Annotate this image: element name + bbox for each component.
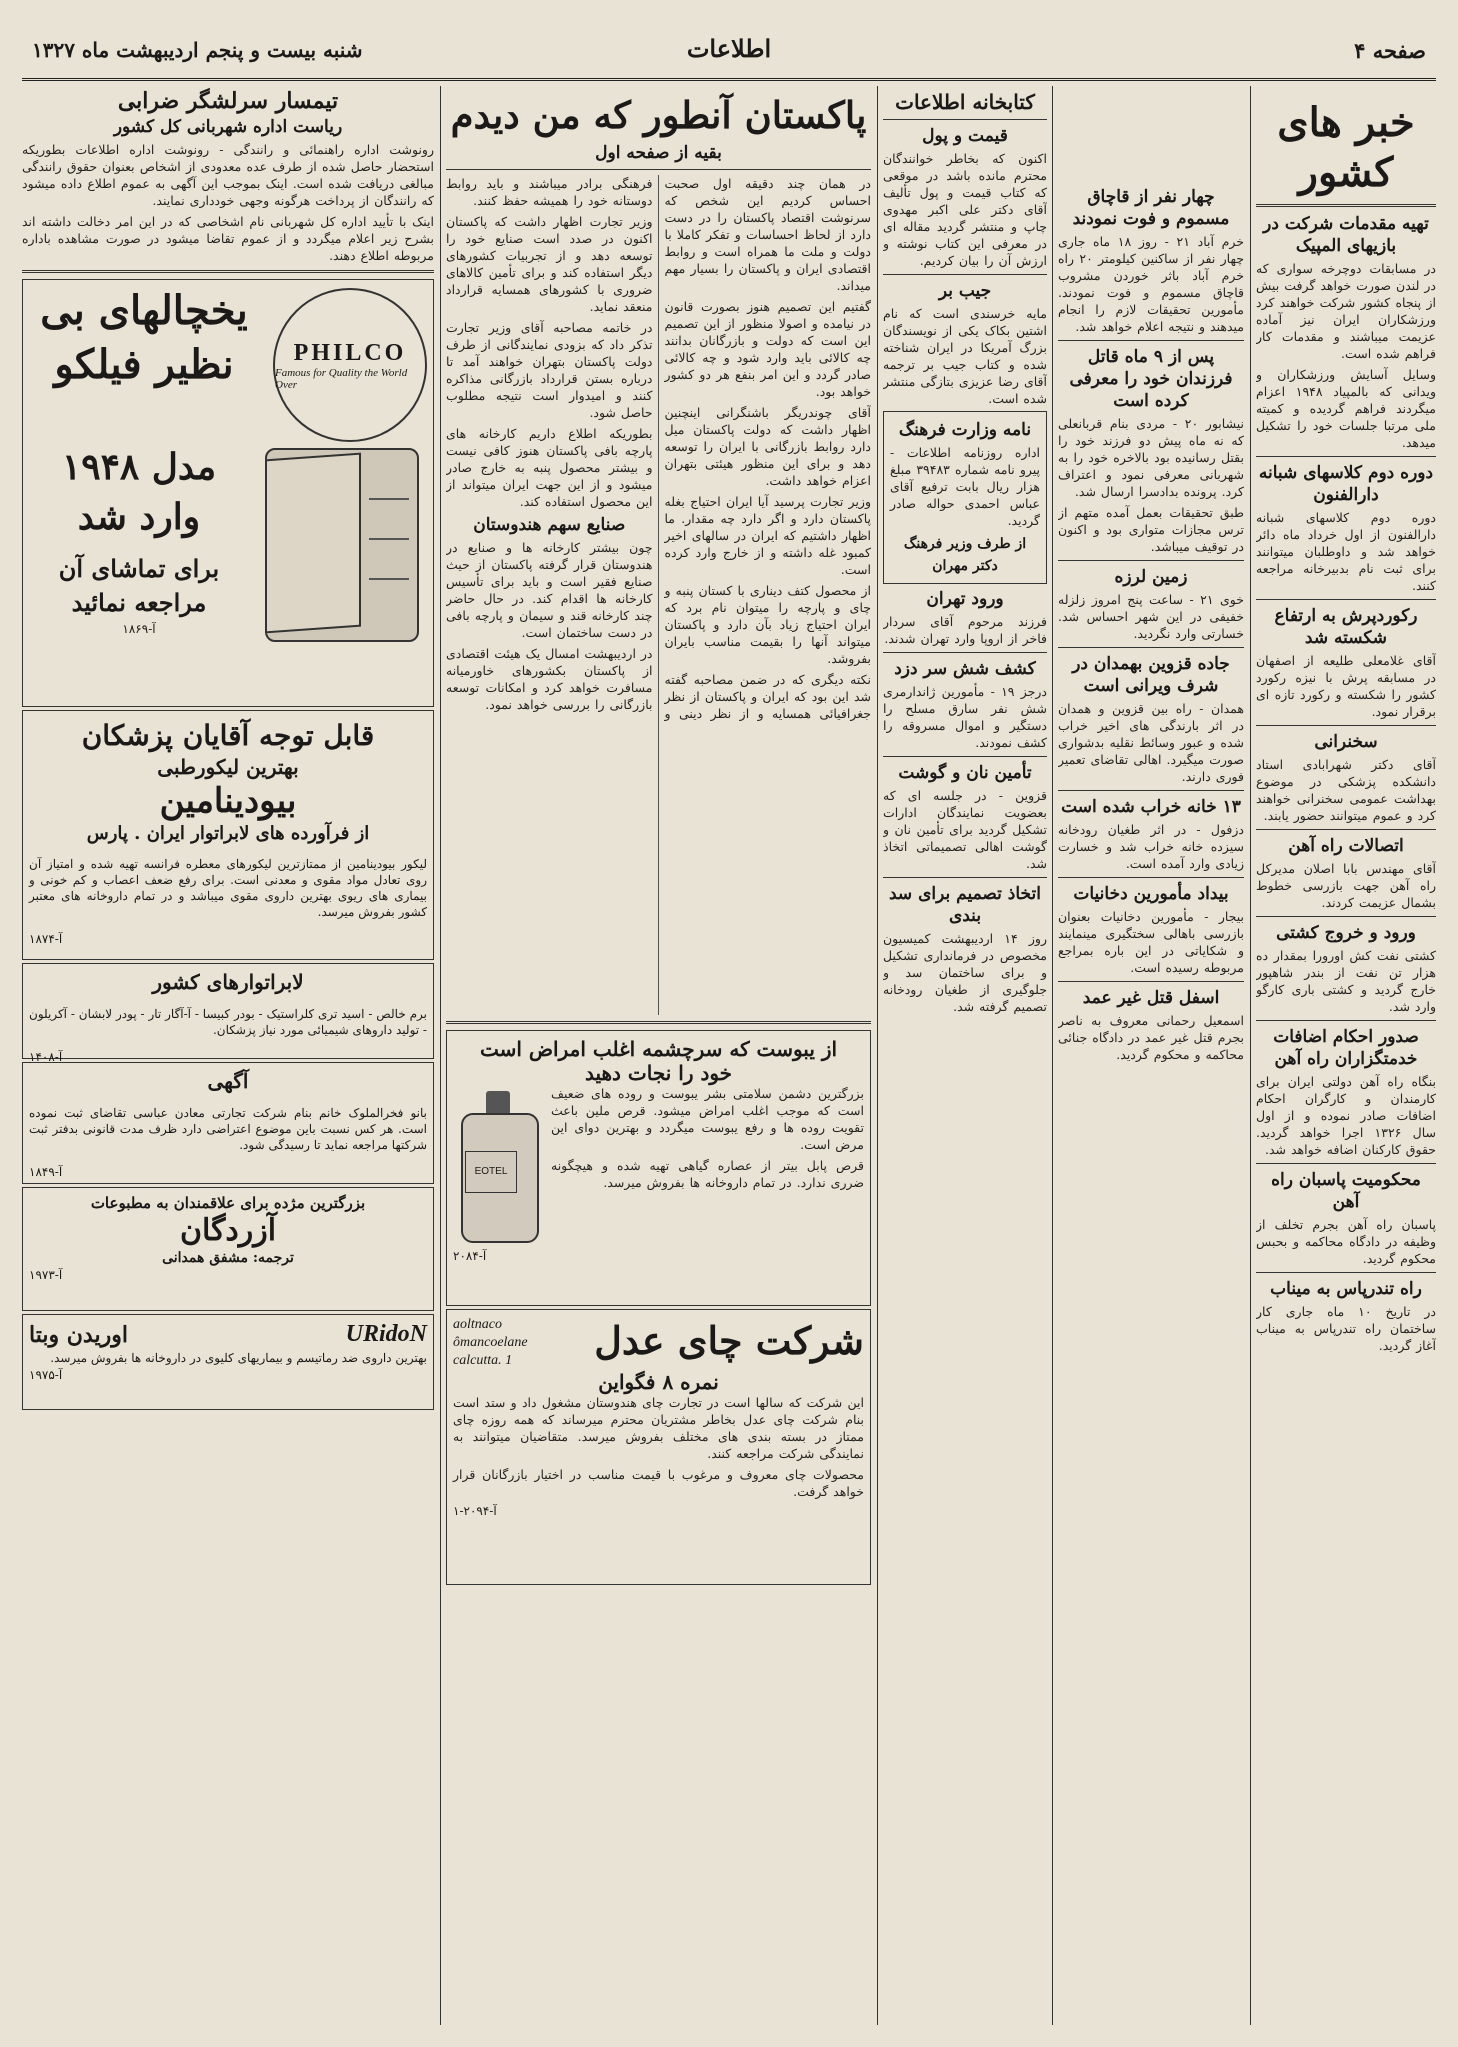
masthead: [22, 22, 1436, 81]
ad-code: آ-۱۹۷۵: [29, 1368, 63, 1382]
ad-headline: آگهی: [207, 1069, 249, 1093]
philco-model: مدل ۱۹۴۸ وارد شد: [61, 446, 217, 538]
labs-ad: لابراتوارهای کشور برم خالص - اسید تری کلراستیک - بودر کبیسا - آ-آگار تار - پودر لابشان - آکریلون - تولید داروهای شیمیائی مورد نیاز پزشکان. آ-۱۴۰۸: [22, 963, 434, 1059]
headline: اتخاذ تصمیم برای سد بندی: [889, 884, 1041, 926]
book-author: ترجمه: مشفق همدانی: [162, 1250, 294, 1266]
headline: دوره دوم کلاسهای شبانه دارالفنون: [1258, 463, 1434, 505]
philco-cta: برای تماشای آن مراجعه نمائید: [58, 554, 220, 617]
headline: پس از ۹ ماه قاتل فرزندان خود را معرفی کرده است: [1069, 347, 1233, 411]
column-rule: [1052, 86, 1053, 2025]
ad-headline: بزرگترین مژده برای علاقمندان به مطبوعات: [90, 1194, 366, 1212]
headline: چهار نفر از قاچاق مسموم و فوت نمودند: [1072, 187, 1230, 229]
tea-company-name: شرکت چای عدل: [594, 1318, 864, 1363]
ad-code: آ-۱۹۷۳: [29, 1268, 63, 1282]
ad-title: از یبوست که سرچشمه اغلب امراض است: [479, 1037, 838, 1061]
article-subtitle: بقیه از صفحه اول: [595, 143, 722, 163]
book-title: آزردگان: [179, 1213, 277, 1248]
section-title: کتابخانه اطلاعات: [895, 90, 1035, 114]
uridon-name: اوریدن وبتا: [29, 1321, 128, 1348]
box-title: نامه وزارت فرهنگ: [898, 420, 1032, 440]
newspaper-name: اطلاعات: [686, 34, 772, 63]
refrigerator-illustration: [257, 448, 427, 648]
philco-title: یخچالهای بی نظیر فیلکو: [40, 287, 248, 388]
news-column-2: چهار نفر از قاچاق مسموم و فوت نمودند خرم آباد ۲۱ - روز ۱۸ ماه جاری چهار نفر از ساکنین کیلومتر ۲۰ راه خرم آباد باثر خوردن مشروب قاچاق مسموم و فوت نمودند. مأمورین تحقیقات لازم را انجام میدهند و نتیجه اعلام خواهد شد. پس از ۹ ماه قاتل فرزندان خود را معرفی کرده است نیشابور ۲۰ - مردی بنام قربانعلی که نه ماه پیش دو فرزند خود را بقتل رسانیده بود بالاخره خود را به شهربانی معرفی نمود و اعتراف کرد. پرونده بدادسرا ارسال شد. طبق تحقیقات بعمل آمده متهم از ترس مجازات متواری بود و اکنون در توقیف میباشد. زمین لرزه خوی ۲۱ - ساعت پنج امروز زلزله خفیفی در این شهر احساس شد. خسارتی وارد نگردید. جاده قزوین بهمدان در شرف ویرانی است همدان - راه بین قزوین و همدان در اثر بارندگی های اخیر خراب شده و عبور وسائط نقلیه بدشواری صورت میگیرد. اهالی تقاضای تعمیر فوری دارند. ۱۳ خانه خراب شده است دزفول - در اثر طغیان رودخانه سیزده خانه خراب شد و خسارت زیادی وارد آمده است. بیداد مأمورین دخانیات بیجار - مأمورین دخانیات بعنوان بازرسی باهالی سختگیری مینمایند و شکایاتی در این باره بمراجع مربوطه رسیده است. اسفل قتل غیر عمد اسمعیل رحمانی معروف به ناصر بجرم قتل غیر عمد در دادگاه جنائی محاکمه و محکوم گردید.: [1058, 187, 1244, 1062]
ad-code: آ-۱۸۴۹: [29, 1165, 63, 1179]
library-column: کتابخانه اطلاعات قیمت و پول اکنون که بخاطر خوانندگان محترم مانده باشد در موقعی که کتاب قیمت و پول تألیف آقای دکتر علی اکبر مهدوی چاپ و منتشر گردید مقاله ای در معرفی این کتاب نوشته و ارزش آن را بیان کردیم. جیب بر مایه خرسندی است که نام اشتین بکاک یکی از نویسندگان بزرگ آمریکا در ایران شناخته شده و کتاب جیب بر ترجمه آقای رضا عزیزی بتازگی منتشر شده است. نامه وزارت فرهنگ اداره روزنامه اطلاعات - پیرو نامه شماره ۳۹۴۸۳ مبلغ هزار ریال بابت ترفیع آقای عباس احمدی حواله صادر گردید. از طرف وزیر فرهنگ دکتر مهران ورود تهران فرزند مرحوم آقای سردار فاخر از اروپا وارد تهران شدند. کشف شش سر دزد درجز ۱۹ - مأمورین ژاندارمری شش نفر سارق مسلح را دستگیر و اموال مسروقه را کشف نمودند. تأمین نان و گوشت قزوین - در جلسه ای که بعضویت نمایندگان ادارات تشکیل گردید برای تأمین نان و گوشت اهالی تصمیماتی اتخاذ شد. اتخاذ تصمیم برای سد بندی روز ۱۴ اردیبهشت کمیسیون مخصوص در فرمانداری تشکیل و برای ساختمان سد و جلوگیری از طغیان رودخانه تصمیم گرفته شد.: [883, 90, 1047, 1014]
headline: زمین لرزه: [1114, 567, 1188, 587]
lab-name: از فرآورده های لابراتوار ایران . پارس: [86, 823, 370, 844]
section-title: خبر های کشور: [1277, 99, 1415, 196]
article-title: پاکستان آنطور که من دیدم: [450, 93, 867, 137]
philco-logo: PHILCO Famous for Quality the World Over: [273, 288, 427, 442]
headline: جاده قزوین بهمدان در شرف ویرانی است: [1072, 654, 1230, 696]
bottle-label: EOTEL: [465, 1151, 517, 1193]
headline: کشف شش سر دزد: [894, 659, 1036, 679]
medicine-ad: از یبوست که سرچشمه اغلب امراض است خود را نجات دهید بزرگترین دشمن سلامتی بشر یبوست و روده های ضعیف است که موجب اغلب امراض میشود. قرص ملین باعث تقویت روده ها و رفع یبوست میگردد و بهترین دوای این مرض است. قرص پابل بیتر از عصاره گیاهی تهیه شده و هیچگونه ضرری ندارد. در تمام داروخانه ها بفروش میرسد. EOTEL آ-۲۰۸۴: [446, 1030, 871, 1306]
medicine-bottle: [453, 1091, 543, 1241]
product-name: بیودینامین: [159, 781, 297, 821]
headline: قیمت و پول: [922, 126, 1008, 146]
headline: اسفل قتل غیر عمد: [1082, 988, 1220, 1008]
headline: محکومیت پاسبان راه آهن: [1271, 1170, 1421, 1212]
tea-ad: شرکت چای عدل aoltnaco ômancoelane calcutta. 1 نمره ۸ فگواین این شرکت که سالها است در تجارت چای هندوستان مشغول داد و ستد است بنام شرکت چای عدل بخاطر مشتریان محترم میرساند که همه روزه چای ممتاز در بسته بندی های مختلف بفروش میرسد. متقاضیان میتوانند به نمایندگی شرکت مراجعه کنند. محصولات چای معروف و مرغوب با قیمت مناسب در اختیار بازرگانان قرار خواهد گرفت. آ-۲۰۹۴-۱: [446, 1309, 871, 1585]
ad-headline: قابل توجه آقایان پزشکان: [81, 719, 375, 752]
headline: تهیه مقدمات شرکت در بازیهای المپیک: [1263, 214, 1429, 256]
notice-box: نامه وزارت فرهنگ اداره روزنامه اطلاعات - پیرو نامه شماره ۳۹۴۸۳ مبلغ هزار ریال بابت ترفیع آقای عباس احمدی حواله صادر گردید. از طرف وزیر فرهنگ دکتر مهران: [883, 411, 1047, 584]
ad-subtitle: خود را نجات دهید: [584, 1061, 733, 1085]
headline: رکوردپرش به ارتفاع شکسته شد: [1274, 606, 1418, 648]
ad-subline: بهترین لیکورطبی: [157, 755, 299, 779]
ad-code: آ-۲۰۸۴: [453, 1249, 487, 1263]
ads-column: تیمسار سرلشگر ضرابی ریاست اداره شهربانی کل کشور رونوشت اداره راهنمائی و رانندگی - رونوشت اداره اطلاعات بطوریکه استحضار حاصل شده از طرف عده معدودی از اشخاص بعنوان حقوق رانندگی مبالغی دریافت شده است. اینک بموجب این آگهی به عموم اطلاع داده میشود که رانندگان از پرداخت هرگونه وجهی خودداری نمایند. اینک با تأیید اداره کل شهربانی نام اشخاصی که در این امر دخالت داشته اند بشرح زیر اعلام میگردد و از عموم تقاضا میشود در صورت مشاهده باداره مربوطه اطلاع دهند. PHILCO Famous for Quality the World Over یخچالهای بی نظیر فیلکو مدل ۱۹۴۸ وارد شد برای تماشای آن مراجعه نمائید آ-۱۸۶۹ قابل توجه آقایان پزشکان بهترین لیکورطبی بیودینامین از فرآورده های لابراتوار ایران . پارس لیکور بیودینامین از ممتازترین لیکورهای معطره فرانسه تهیه شده و امتیاز آن روی تعادل مواد مقوی و معدنی است. برای رفع ضعف اعصاب و کم خونی و بیماری های ریوی بهترین داروی مقوی میباشد و در تمام داروخانه های معتبر کشور بفروش میرسد. آ-۱۸۷۴ لابراتوارهای کشور برم خالص - اسید تری کلراستیک - بودر کبیسا - آ-آگار تار - پودر لابشان - آکریلون - تولید داروهای شیمیائی مورد نیاز پزشکان. آ-۱۴۰۸ آگهی بانو فخرالملوک خانم بنام شرکت تجارتی معادن عباسی تقاضای ثبت نموده است. هر کس نسبت باین موضوع اعتراضی دارد ظرف مدت قانونی بدفتر ثبت شرکتها مراجعه نماید تا رسیدگی شود. آ-۱۸۴۹ بزرگترین مژده برای علاقمندان به مطبوعات آزردگان ترجمه: مشفق همدانی آ-۱۹۷۳ URidoN اوریدن وبتا بهترین داروی ضد رماتیسم و بیماریهای کلیوی در داروخانه ها بفروش میرسد. آ-۱۹۷۵: [22, 86, 434, 2025]
headline: ورود و خروج کشتی: [1276, 923, 1416, 943]
headline: ورود تهران: [926, 589, 1004, 609]
page-number: صفحه ۴: [1354, 38, 1426, 63]
ad-code: آ-۱۴۰۸: [29, 1050, 63, 1064]
column-rule: [440, 86, 441, 2025]
tea-number: نمره ۸ فگواین: [598, 1370, 719, 1394]
column-rule: [1250, 86, 1251, 2025]
book-ad: [22, 1187, 434, 1311]
ad-code: آ-۲۰۹۴-۱: [453, 1504, 497, 1518]
headline: اتصالات راه آهن: [1288, 836, 1404, 856]
announcement-title: تیمسار سرلشگر ضرابی: [117, 88, 339, 114]
notice-ad: آگهی بانو فخرالملوک خانم بنام شرکت تجارتی معادن عباسی تقاضای ثبت نموده است. هر کس نسبت باین موضوع اعتراضی دارد ظرف مدت قانونی بدفتر ثبت شرکتها مراجعه نماید تا رسیدگی شود. آ-۱۸۴۹: [22, 1062, 434, 1184]
philco-ad: [22, 279, 434, 707]
headline: بیداد مأمورین دخانیات: [1073, 884, 1229, 904]
issue-date: شنبه بیست و پنجم اردیبهشت ماه ۱۳۲۷: [32, 38, 363, 62]
ad-code: آ-۱۸۷۴: [29, 932, 63, 946]
uridon-logo: URidoN: [345, 1321, 427, 1347]
section-heading: صنایع سهم هندوستان: [473, 515, 626, 535]
column-rule: [877, 86, 878, 2025]
pakistan-article: پاکستان آنطور که من دیدم بقیه از صفحه اول در همان چند دقیقه اول صحبت احساس کردیم این شخص که سرنوشت اقتصاد پاکستان را در دست دارد از لحاظ احساسات و تفکر کاملا با دولت و ملت ما همراه است و روابط اقتصادی ایران و پاکستان را بسیار مهم میداند. گفتیم این تصمیم هنوز بصورت قانون در نیامده و اصولا منظور از این تصمیم این است که دولت و بازرگانان بدانند چه کالائی باید وارد شود و چه کالائی صادر گردد و این امر بنفع هر دو کشور خواهد بود. آقای چوندریگر باشنگرانی اینچنین اظهار داشت که دولت پاکستان میل دارد روابط بازرگانی با ایران را توسعه دهد و برای این منظور هیئتی بتهران اعزام خواهد داشت. وزیر تجارت پرسید آیا ایران احتیاج بغله پاکستان دارد و اگر دارد چه مقدار. ما اظهار داشتیم که ایران در سالهای اخیر کمبود غله داشته و از خارج وارد کرده است. از محصول کتف دیناری با کستان پنبه و چای و پارچه را میتوان نام برد که ایران احتیاج زیاد بآن دارد و پاکستان میتواند آنها را بقیمت مناسب بایران بفروشد. نکته دیگری که در ضمن مصاحبه گفته شد این بود که ایران و پاکستان از نظر جغرافیائی همسایه و از نظر دینی و فرهنگی برادر میباشند و باید روابط دوستانه خود را همیشه حفظ کنند. وزیر تجارت اظهار داشت که پاکستان اکنون در صدد است صنایع خود را توسعه دهد و از تجربیات کشورهای دیگر استفاده کند و برای تأمین کالاهای ضروری با کشورهای همسایه قرارداد منعقد نماید. در خاتمه مصاحبه آقای وزیر تجارت تذکر داد که بزودی نمایندگانی از طرف دولت پاکستان بتهران خواهند آمد تا درباره بستن قرارداد بازرگانی مذاکره کنند و امیدوار است نتیجه مطلوب حاصل شود. بطوریکه اطلاع داریم کارخانه های پارچه بافی پاکستان هنوز کافی نیست و بیشتر محصول پنبه به خارج صادر میشود و از این جهت ایران میتواند از این محصول استفاده کند. صنایع سهم هندوستان چون بیشتر کارخانه ها و صنایع در هندوستان قرار گرفته پاکستان از حیث صنایع فقیر است و باید برای تأسیس کارخانه ها اقدام کند. در حال حاضر چند کارخانه قند و سیمان و پارچه بافی در دست ساختمان است. در اردیبهشت امسال یک هیئت اقتصادی از پاکستان بکشورهای خاورمیانه مسافرت خواهد کرد و امکانات توسعه بازرگانی را بررسی خواهد نمود. از یبوست که سرچشمه اغلب امراض است خود را نجات دهید بزرگترین دشمن سلامتی بشر یبوست و روده های ضعیف است که موجب اغلب امراض میشود. قرص ملین باعث تقویت روده ها و رفع یبوست میگردد و بهترین دوای این مرض است. قرص پابل بیتر از عصاره گیاهی تهیه شده و هیچگونه ضرری ندارد. در تمام داروخانه ها بفروش میرسد. EOTEL آ-۲۰۸۴ شرکت چای عدل aoltnaco ômancoelane calcutta. 1 نمره ۸ فگواین این شرکت که سالها است در تجارت چای هندوستان مشغول داد و ستد است بنام شرکت چای عدل بخاطر مشتریان محترم میرساند که همه روزه چای ممتاز در بسته بندی های مختلف بفروش میرسد. متقاضیان میتوانند به نمایندگی شرکت مراجعه کنند. محصولات چای معروف و مرغوب با قیمت مناسب در اختیار بازرگانان قرار خواهد گرفت. آ-۲۰۹۴-۱: [446, 86, 871, 2025]
headline: جیب بر: [938, 281, 992, 301]
headline: سخنرانی: [1314, 732, 1378, 752]
biodinamin-ad: قابل توجه آقایان پزشکان بهترین لیکورطبی بیودینامین از فرآورده های لابراتوار ایران . پارس لیکور بیودینامین از ممتازترین لیکورهای معطره فرانسه تهیه شده و امتیاز آن روی تعادل مواد مقوی و معدنی است. برای رفع ضعف اعصاب و کم خونی و بیماری های ریوی بهترین داروی مقوی میباشد و در تمام داروخانه های معتبر کشور بفروش میرسد. آ-۱۸۷۴: [22, 710, 434, 960]
headline: صدور احکام اضافات خدمتگزاران راه آهن: [1273, 1027, 1419, 1069]
box-signature: از طرف وزیر فرهنگ دکتر مهران: [903, 536, 1027, 574]
headline: ۱۳ خانه خراب شده است: [1061, 797, 1241, 817]
news-column: خبر های کشور تهیه مقدمات شرکت در بازیهای المپیک در مسابقات دوچرخه سواری که در لندن صورت خواهد گرفت بیش از پنجاه کشور شرکت خواهند کرد ورزشکاران ایران نیز آماده عزیمت میباشند و مقدمات کار فراهم شده است. وسایل آسایش ورزشکاران و ویدانی که بالمپیاد ۱۹۴۸ اعزام میگردند فراهم گردیده و کمیته ملی مرتبا جلسات خود را تشکیل میدهد. دوره دوم کلاسهای شبانه دارالفنون دوره دوم کلاسهای شبانه دارالفنون از اول خرداد ماه دائر خواهد شد و داوطلبان میتوانند برای ثبت نام بدبیرخانه مراجعه کنند. رکوردپرش به ارتفاع شکسته شد آقای غلامعلی طلیعه از اصفهان در مسابقه پرش با نیزه رکورد کشور را شکسته و رکورد تازه ای برقرار نمود. سخنرانی آقای دکتر شهرابادی استاد دانشکده پزشکی در موضوع بهداشت عمومی سخنرانی خواهند کرد و عموم میتوانند حضور یابند. اتصالات راه آهن آقای مهندس بابا اصلان مدیرکل راه آهن جهت بازرسی خطوط بشمال عزیمت کردند. ورود و خروج کشتی کشتی نفت کش اورورا بمقدار ده هزار تن نفت از بندر شاهپور خارج گردید و کشتی باری کارگو وارد شد. صدور احکام اضافات خدمتگزاران راه آهن بنگاه راه آهن دولتی ایران برای کارمندان و کارگران احکام اضافات صادر نموده و از اول سال ۱۳۲۶ اجرا خواهد گردید. حقوق کارکنان اضافه خواهد شد. محکومیت پاسبان راه آهن پاسبان راه آهن بجرم تخلف از وظیفه در دادگاه محاکمه و بحبس محکوم گردید. راه تندرپاس به میناب در تاریخ ۱۰ ماه جاری کار ساختمان راه تندرپاس به میناب آغاز گردید.: [1256, 99, 1436, 1353]
tea-latin: aoltnaco ômancoelane calcutta. 1: [453, 1317, 528, 1368]
headline: راه تندرپاس به میناب: [1270, 1279, 1422, 1299]
ad-headline: لابراتوارهای کشور: [152, 970, 304, 994]
headline: تأمین نان و گوشت: [898, 763, 1032, 783]
ad-code: آ-۱۸۶۹: [122, 622, 156, 636]
uridon-ad: URidoN اوریدن وبتا بهترین داروی ضد رماتیسم و بیماریهای کلیوی در داروخانه ها بفروش میرسد. آ-۱۹۷۵: [22, 1314, 434, 1410]
announcement-subtitle: ریاست اداره شهربانی کل کشور: [113, 117, 343, 137]
